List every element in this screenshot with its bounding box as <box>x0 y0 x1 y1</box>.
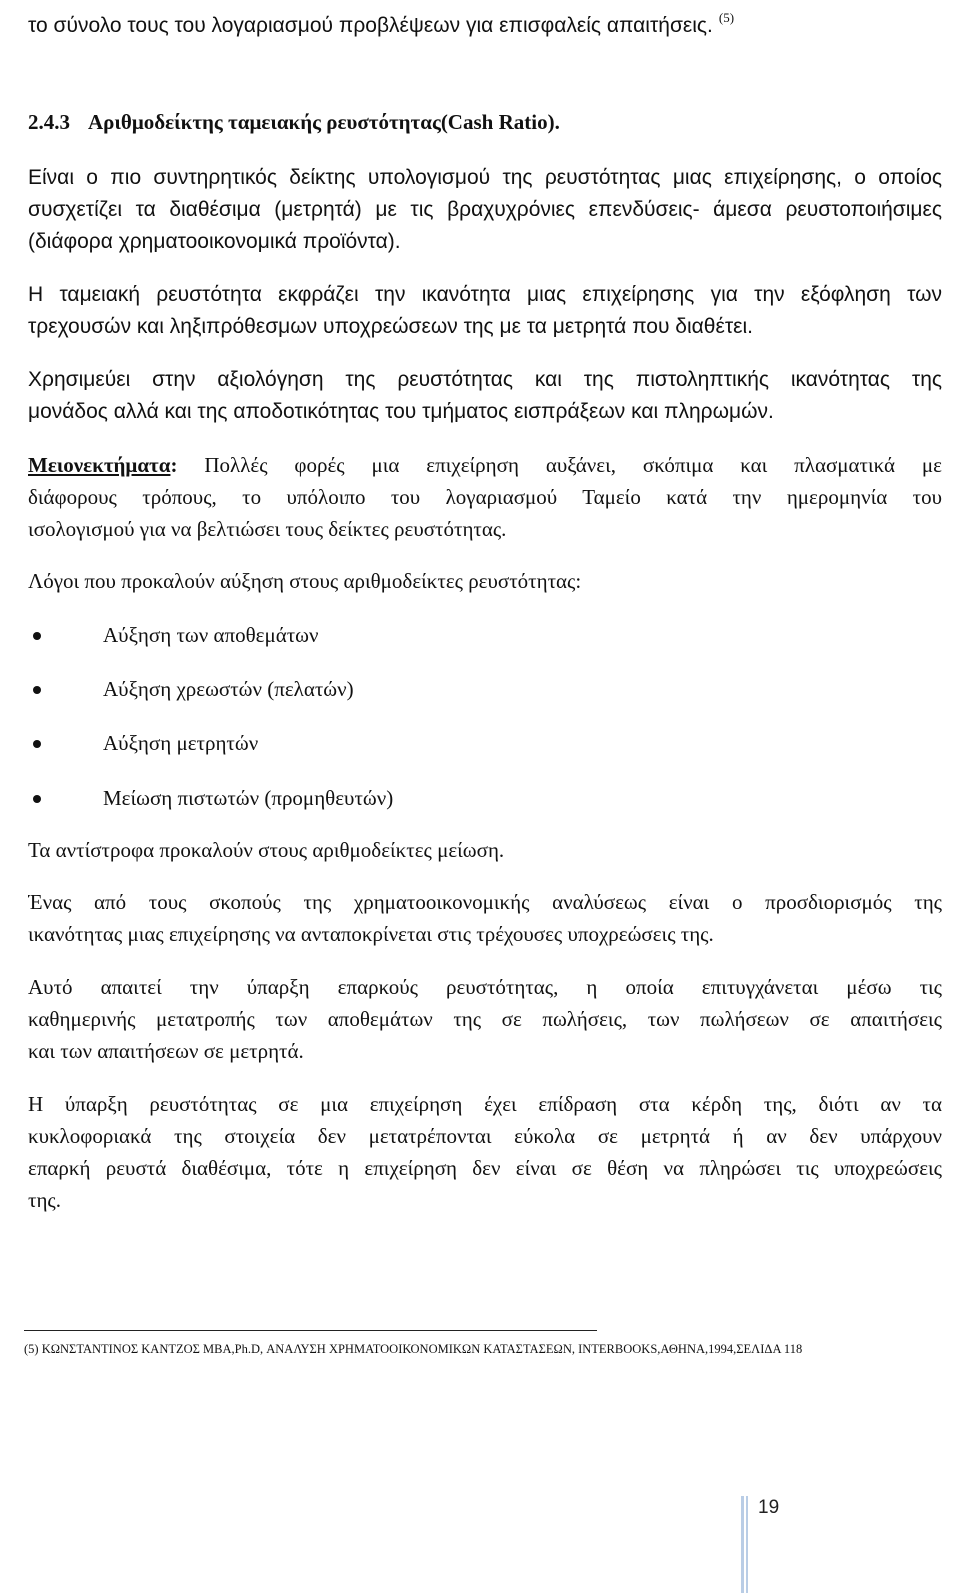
paragraph-4-line-2: ικανότητας μιας επιχείρησης να ανταποκρίνεται στις τρέχουσες υποχρεώσεις της. <box>28 922 714 946</box>
paragraph-6-line-3: επαρκή ρευστά διαθέσιμα, τότε η επιχείρηση δεν είναι σε θέση να πληρώσει τις υποχρεώσεις <box>28 1156 942 1180</box>
reasons-intro: Λόγοι που προκαλούν αύξηση στους αριθμοδείκτες ρευστότητας: <box>28 569 582 593</box>
disadvantages-colon: : <box>170 453 178 477</box>
paragraph-1-line-2: συσχετίζει τα διαθέσιμα (μετρητά) με τις βραχυχρόνιες επενδύσεις- άμεσα ρευστοποιήσιμες <box>28 198 942 221</box>
paragraph-6-line-2: κυκλοφοριακά της στοιχεία δεν μετατρέπονται εύκολα σε μετρητά ή αν δεν υπάρχουν <box>28 1124 942 1148</box>
disadvantages-line-3: ισολογισμού για να βελτιώσει τους δείκτες ρευστότητας. <box>28 517 507 541</box>
continuation-line <box>28 2 734 42</box>
paragraph-2-line-2: τρεχουσών και ληξιπρόθεσμων υποχρεώσεων της με τα μετρητά που διαθέτει. <box>28 315 754 338</box>
paragraph-3-line-1: Χρησιμεύει στην αξιολόγηση της ρευστότητας και της πιστοληπτικής ικανότητας της <box>28 368 942 391</box>
paragraph-6-line-1: Η ύπαρξη ρευστότητας σε μια επιχείρηση έχει επίδραση στα κέρδη της, διότι αν τα <box>28 1092 942 1116</box>
section-number: 2.4.3 <box>28 110 70 134</box>
paragraph-5-line-1: Αυτό απαιτεί την ύπαρξη επαρκούς ρευστότητας, η οποία επιτυγχάνεται μέσω τις <box>28 975 942 999</box>
paragraph-1-line-1: Είναι ο πιο συντηρητικός δείκτης υπολογισμού της ρευστότητας μιας επιχείρησης, ο οποίος <box>28 166 942 189</box>
bullet-text: Μείωση πιστωτών (προμηθευτών) <box>103 786 394 810</box>
footnote-reference: (5) <box>718 10 735 25</box>
paragraph-2-line-1: Η ταμειακή ρευστότητα εκφράζει την ικανότητα μιας επιχείρησης για την εξόφληση των <box>28 283 942 306</box>
page-number-bar <box>741 1496 744 1593</box>
section-title: Αριθμοδείκτης ταμειακής ρευστότητας(Cash Ratio). <box>88 110 560 134</box>
paragraph-5-line-2: καθημερινής μετατροπής των αποθεμάτων της σε πωλήσεις, των πωλήσεων σε απαιτήσεις <box>28 1007 942 1031</box>
disadvantages-label: Μειονεκτήματα <box>28 453 171 477</box>
paragraph-1-line-3: (διάφορα χρηματοοικονομικά προϊόντα). <box>28 230 401 253</box>
paragraph-5-line-3: και των απαιτήσεων σε μετρητά. <box>28 1039 304 1063</box>
bullet-dot-icon <box>33 686 41 694</box>
bullet-dot-icon <box>33 795 41 803</box>
bullet-text: Αύξηση χρεωστών (πελατών) <box>103 677 354 701</box>
bullet-text: Αύξηση μετρητών <box>103 731 259 755</box>
disadvantages-text: Πολλές φορές μια επιχείρηση αυξάνει, σκόπιμα και πλασματικά με <box>204 453 942 477</box>
section-heading <box>28 106 560 138</box>
disadvantages-line-1 <box>28 449 942 481</box>
bullet-dot-icon <box>33 632 41 640</box>
footnote-divider <box>24 1330 597 1331</box>
paragraph-3-line-2: μονάδος αλλά και της αποδοτικότητας του τμήματος εισπράξεων και πληρωμών. <box>28 400 774 423</box>
paragraph-6-line-4: της. <box>28 1188 61 1212</box>
footnote-text: (5) ΚΩΝΣΤΑΝΤΙΝΟΣ ΚΑΝΤΖΟΣ MBA,Ph.D, ΑΝΑΛΥΣΗ ΧΡΗΜΑΤΟΟΙΚΟΝΟΜΙΚΩΝ ΚΑΤΑΣΤΑΣΕΩΝ, INTERBOOKS,ΑΘΗΝΑ,1994,ΣΕΛΙΔΑ 118 <box>24 1342 803 1356</box>
disadvantages-line-2: διάφορους τρόπους, το υπόλοιπο του λογαριασμού Ταμείο κατά την ημερομηνία του <box>28 485 942 509</box>
reverse-note: Τα αντίστροφα προκαλούν στους αριθμοδείκτες μείωση. <box>28 838 505 862</box>
bullet-text: Αύξηση των αποθεμάτων <box>103 623 319 647</box>
continuation-text: το σύνολο τους του λογαριασμού προβλέψεων για επισφαλείς απαιτήσεις. <box>28 14 713 37</box>
page-number-bar <box>746 1496 748 1593</box>
bullet-dot-icon <box>33 740 41 748</box>
paragraph-4-line-1: Ένας από τους σκοπούς της χρηματοοικονομικής αναλύσεως είναι ο προσδιορισμός της <box>28 890 942 914</box>
page-number: 19 <box>758 1497 780 1518</box>
